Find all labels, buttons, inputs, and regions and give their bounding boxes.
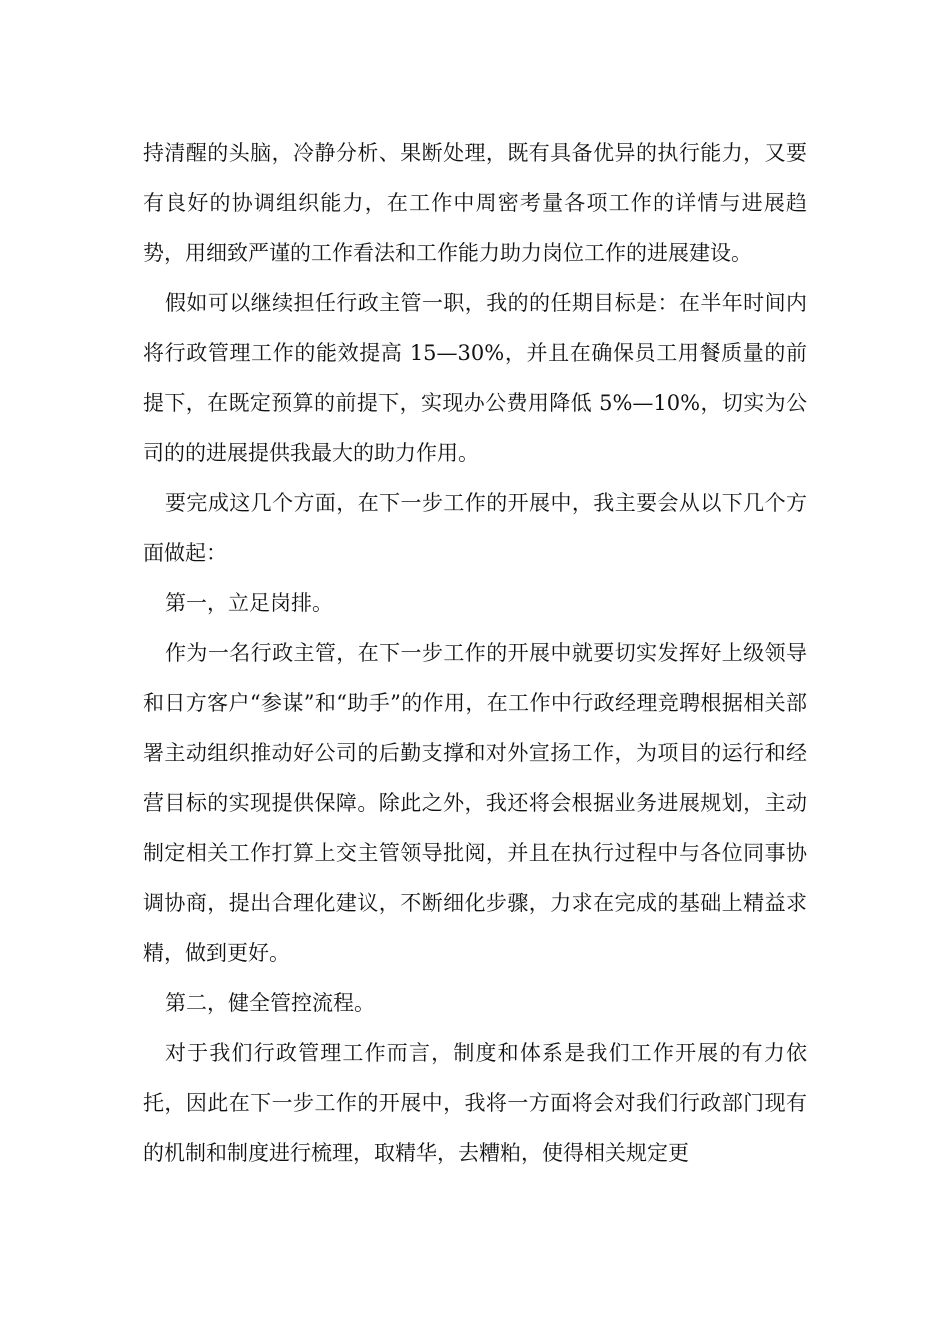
paragraph-1: 持清醒的头脑，冷静分析、果断处理，既有具备优异的执行能力，又要有良好的协调组织能力，在工作中周密考量各项工作的详情与进展趋势，用细致严谨的工作看法和工作能力助力岗位工作的进展建设。 <box>143 141 807 265</box>
paragraph-5: 对于我们行政管理工作而言，制度和体系是我们工作开展的有力依托，因此在下一步工作的开展中，我将一方面将会对我们行政部门现有的机制和制度进行梳理，取精华，去糟粕，使得相关规定更 <box>143 1041 807 1165</box>
paragraph-3: 要完成这几个方面，在下一步工作的开展中，我主要会从以下几个方面做起： <box>143 491 807 565</box>
paragraph-4: 作为一名行政主管，在下一步工作的开展中就要切实发挥好上级领导和日方客户“参谋”和“助手”的作用，在工作中行政经理竞聘根据相关部署主动组织推动好公司的后勤支撑和对外宣扬工作，为项目的运行和经营目标的实现提供保障。除此之外，我还将会根据业务进展规划，主动制定相关工作打算上交主管领导批阅，并且在执行过程中与各位同事协调协商，提出合理化建议，不断细化步骤，力求在完成的基础上精益求精，做到更好。 <box>143 641 807 965</box>
section-heading-1: 第一，立足岗排。 <box>165 591 333 615</box>
document-body <box>143 128 807 1178</box>
paragraph-2: 假如可以继续担任行政主管一职，我的的任期目标是：在半年时间内将行政管理工作的能效提高 15—30%，并且在确保员工用餐质量的前提下，在既定预算的前提下，实现办公费用降低 5%—10%，切实为公司的的进展提供我最大的助力作用。 <box>143 291 807 465</box>
section-heading-2: 第二，健全管控流程。 <box>165 991 375 1015</box>
